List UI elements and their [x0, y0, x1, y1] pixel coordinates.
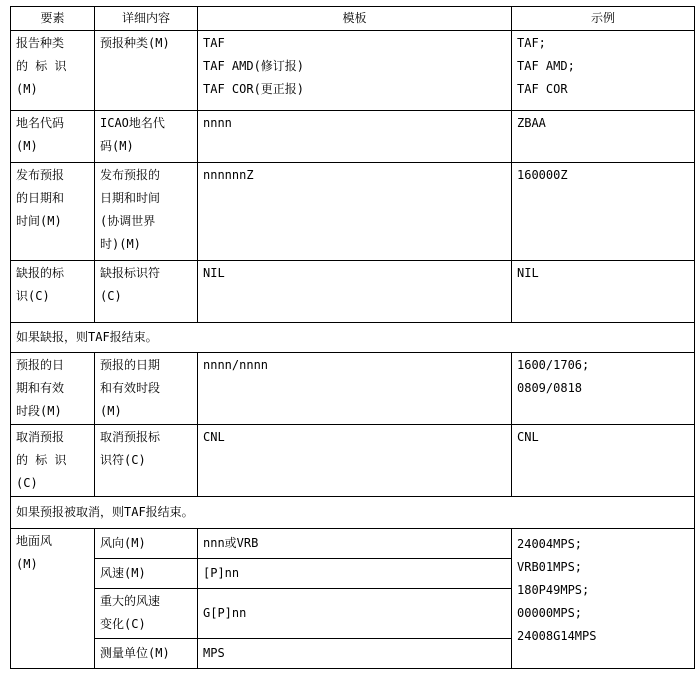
example-cell: CNL	[512, 425, 695, 497]
template-cell: nnn或VRB	[198, 529, 512, 559]
template-cell: NIL	[198, 261, 512, 323]
example-cell: 24004MPS; VRB01MPS; 180P49MPS; 00000MPS; 24008G14MPS	[512, 529, 695, 669]
header-element: 要素	[11, 7, 95, 31]
detail-cell: 发布预报的 日期和时间 (协调世界 时)(M)	[95, 163, 198, 261]
note-row	[11, 497, 695, 529]
header-template: 模板	[198, 7, 512, 31]
element-cell: 地名代码 (M)	[11, 111, 95, 163]
detail-cell: ICAO地名代 码(M)	[95, 111, 198, 163]
example-cell: TAF; TAF AMD; TAF COR	[512, 31, 695, 111]
detail-cell: 风向(M)	[95, 529, 198, 559]
template-cell: nnnn	[198, 111, 512, 163]
element-cell: 预报的日 期和有效 时段(M)	[11, 353, 95, 425]
template-cell: G[P]nn	[198, 589, 512, 639]
note-row	[11, 323, 695, 353]
table-row	[11, 425, 695, 497]
template-cell: nnnn/nnnn	[198, 353, 512, 425]
detail-cell: 预报的日期 和有效时段 (M)	[95, 353, 198, 425]
table-row	[11, 163, 695, 261]
element-cell: 报告种类 的 标 识 (M)	[11, 31, 95, 111]
element-cell: 取消预报 的 标 识 (C)	[11, 425, 95, 497]
template-cell: nnnnnnZ	[198, 163, 512, 261]
template-cell: [P]nn	[198, 559, 512, 589]
note-text: 如果缺报，则TAF报结束。	[11, 323, 695, 353]
table-row	[11, 31, 695, 111]
taf-template-table	[10, 6, 695, 669]
table-row	[11, 353, 695, 425]
table-row	[11, 111, 695, 163]
wind-row	[11, 529, 695, 559]
example-cell: 160000Z	[512, 163, 695, 261]
detail-cell: 风速(M)	[95, 559, 198, 589]
detail-cell: 取消预报标 识符(C)	[95, 425, 198, 497]
note-text: 如果预报被取消，则TAF报结束。	[11, 497, 695, 529]
example-cell: 1600/1706; 0809/0818	[512, 353, 695, 425]
element-cell: 地面风 (M)	[11, 529, 95, 669]
template-cell: MPS	[198, 639, 512, 669]
detail-cell: 重大的风速 变化(C)	[95, 589, 198, 639]
detail-cell: 预报种类(M)	[95, 31, 198, 111]
header-example: 示例	[512, 7, 695, 31]
table-row	[11, 261, 695, 323]
detail-cell: 测量单位(M)	[95, 639, 198, 669]
header-detail: 详细内容	[95, 7, 198, 31]
element-cell: 缺报的标 识(C)	[11, 261, 95, 323]
detail-cell: 缺报标识符 (C)	[95, 261, 198, 323]
element-cell: 发布预报 的日期和 时间(M)	[11, 163, 95, 261]
example-cell: ZBAA	[512, 111, 695, 163]
header-row	[11, 7, 695, 31]
example-cell: NIL	[512, 261, 695, 323]
template-cell: CNL	[198, 425, 512, 497]
template-cell: TAF TAF AMD(修订报) TAF COR(更正报)	[198, 31, 512, 111]
